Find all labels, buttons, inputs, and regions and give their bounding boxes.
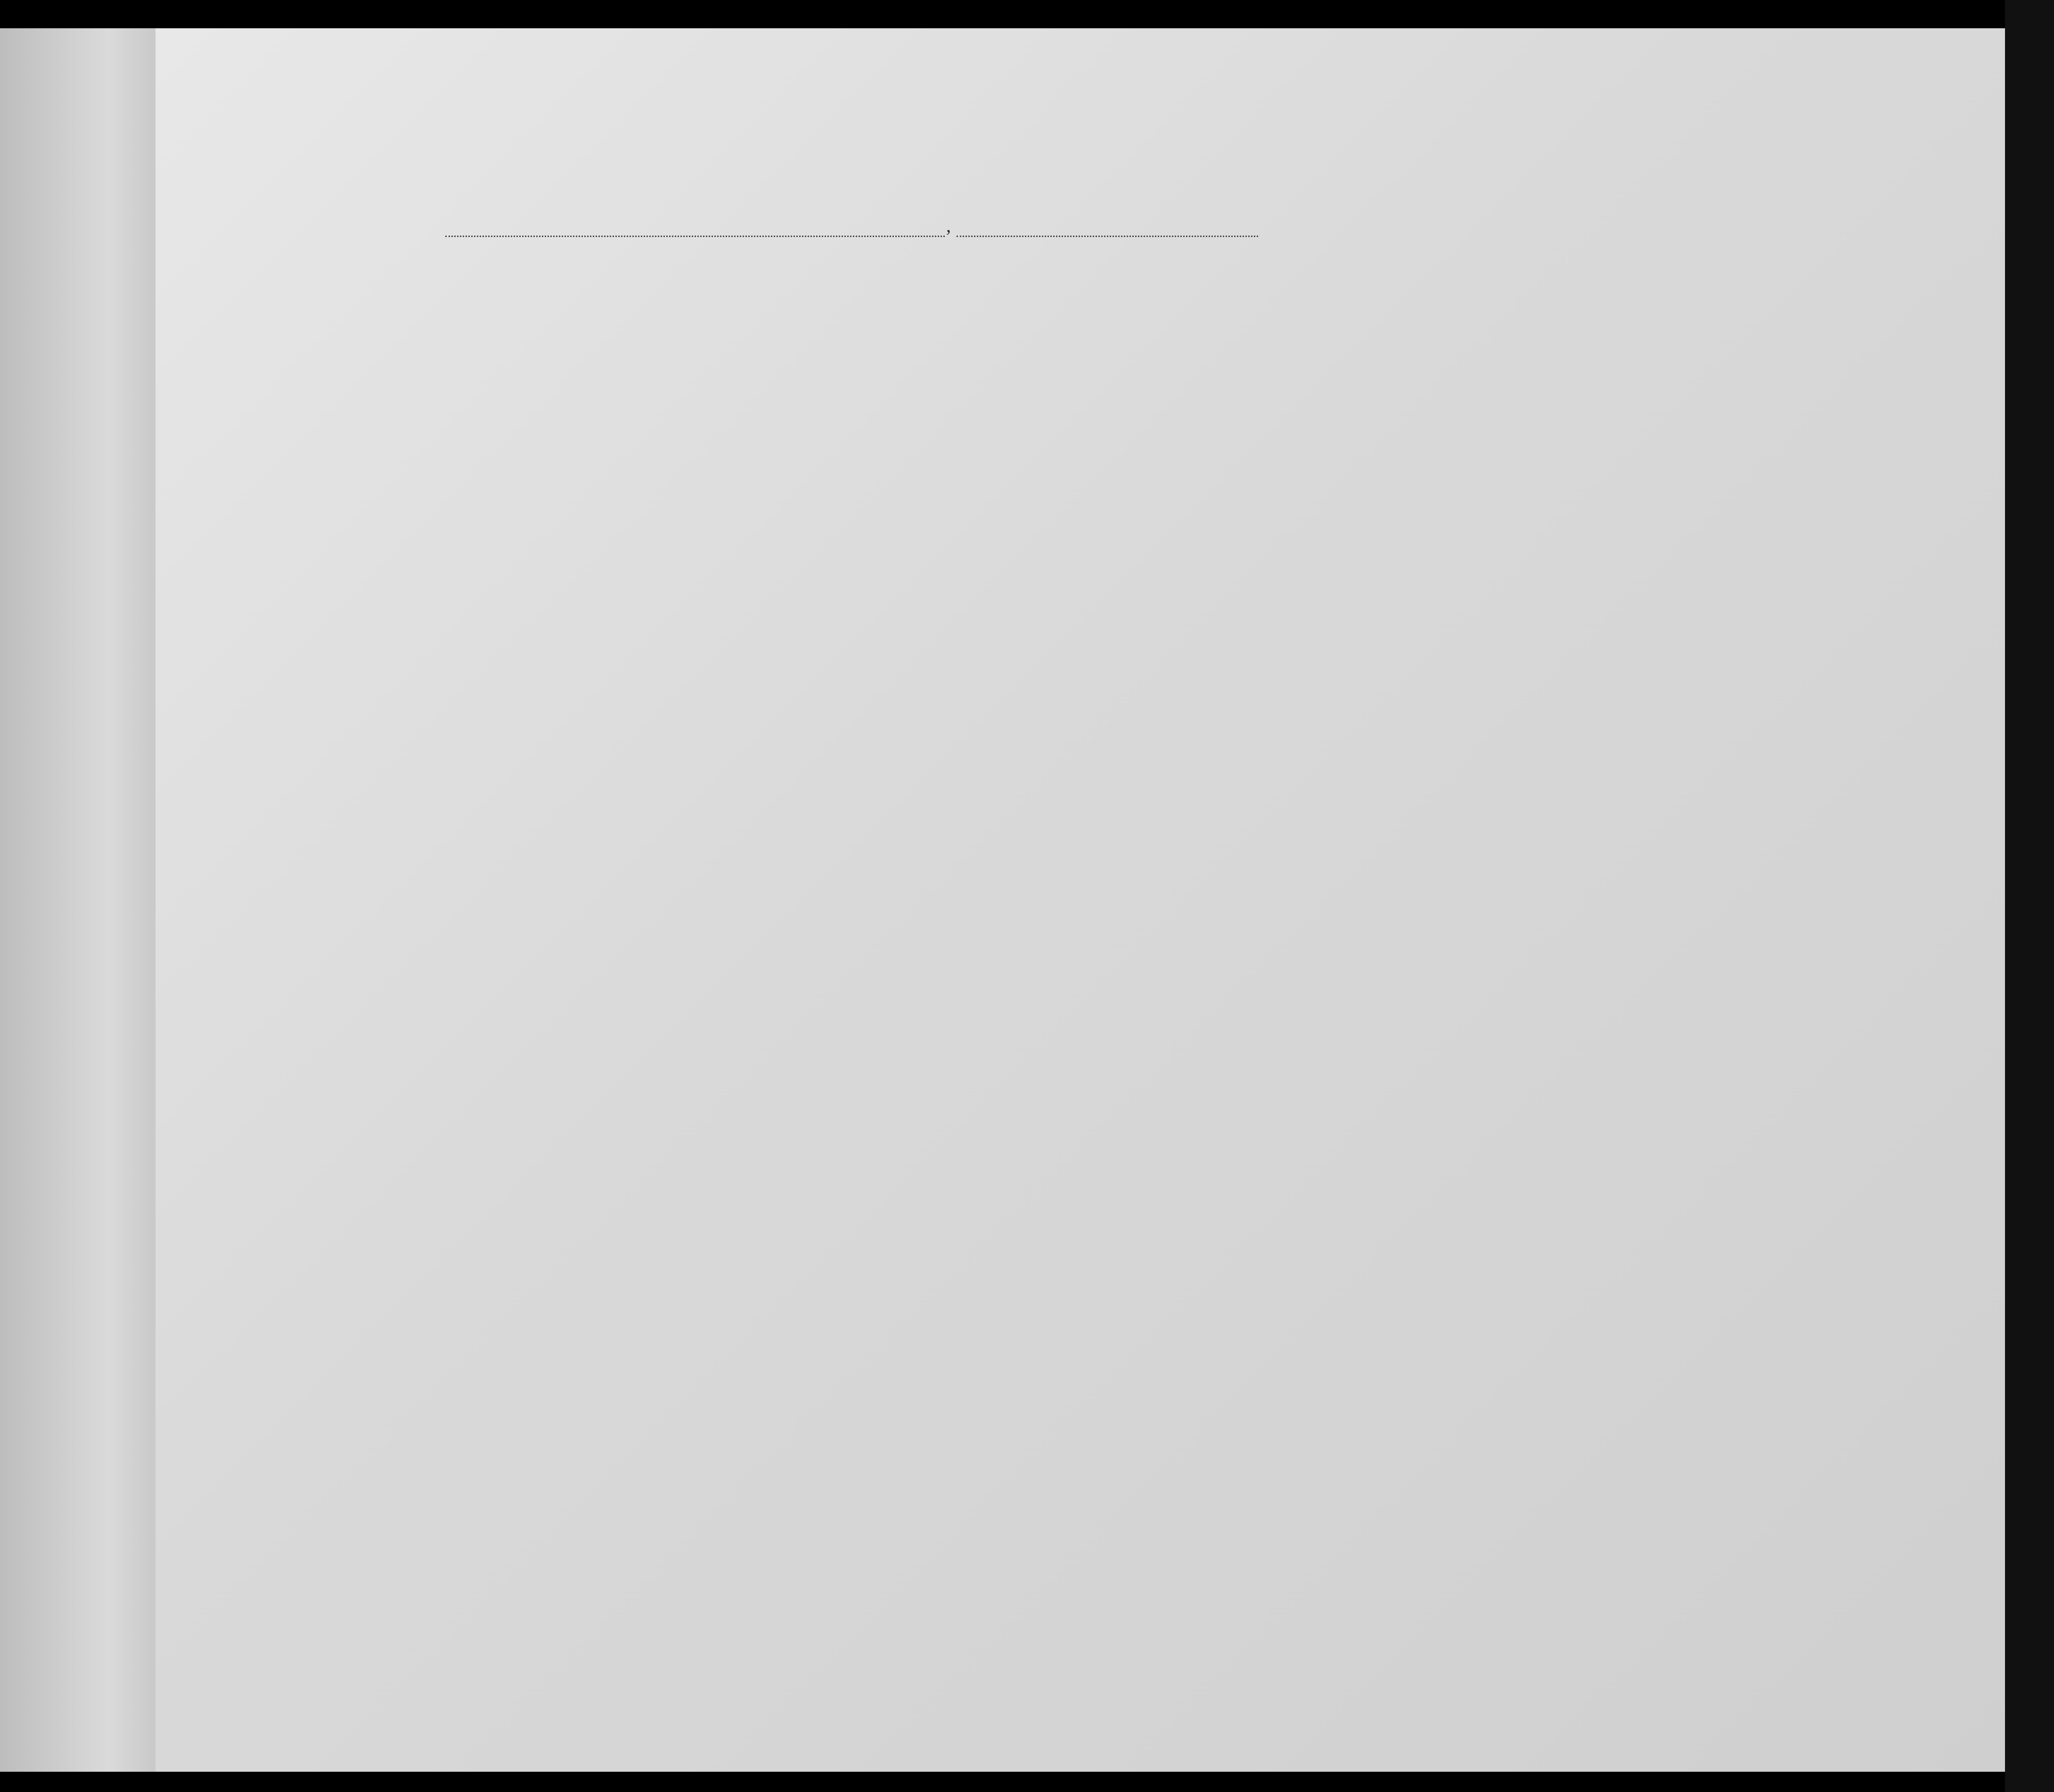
footnote xyxy=(306,1633,1743,1648)
document-page: , xyxy=(0,0,2054,1792)
